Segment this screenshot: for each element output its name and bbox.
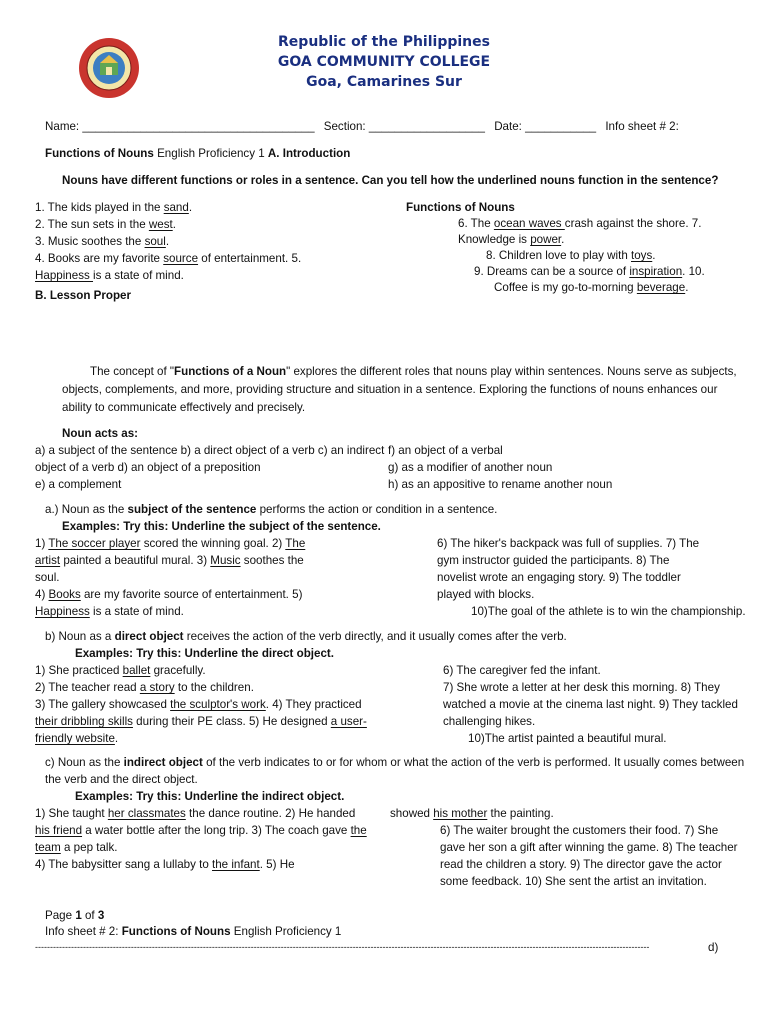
list-item: 1) The soccer player scored the winning goal. 2) The [35, 537, 306, 550]
part-a-right [437, 535, 746, 620]
list-item: 4. Books are my favorite source of entertainment. 5. [35, 252, 302, 265]
list-item: Happiness is a state of mind. [35, 269, 184, 282]
list-item: Happiness is a state of mind. [35, 605, 184, 618]
list-item: 6. The ocean waves crash against the shore. 7. [458, 217, 702, 230]
acts-right-list [388, 442, 612, 493]
part-a-left [35, 535, 305, 620]
section-label: Section: [323, 120, 366, 133]
list-item: 1. The kids played in the sand. [35, 201, 193, 214]
list-item: Knowledge is power. [458, 233, 565, 246]
list-item: friendly website. [35, 732, 119, 745]
list-item: 6) The waiter brought the customers their food. 7) She [440, 824, 719, 837]
list-item: 10)The goal of the athlete is to win the championship. [471, 605, 746, 618]
header-college: GOA COMMUNITY COLLEGE [277, 54, 491, 70]
intro-left-list [35, 199, 301, 284]
list-item: 1) She practiced ballet gracefully. [35, 664, 206, 677]
list-item: played with blocks. [437, 588, 535, 601]
intro-question: Nouns have different functions or roles in a sentence. Can you tell how the underlined nouns function in the sentence? [62, 174, 719, 187]
part-a-definition: a.) Noun as the subject of the sentence performs the action or condition in a sentence. [45, 503, 498, 516]
form-line [45, 118, 679, 135]
list-item: 8. Children love to play with toys. [486, 249, 656, 262]
list-item: team a pep talk. [35, 841, 118, 854]
list-item: soul. [35, 571, 60, 584]
list-item: 7) She wrote a letter at her desk this morning. 8) They [443, 681, 720, 694]
list-item: gym instructor guided the participants. 8) The [437, 554, 670, 567]
list-item: 4) Books are my favorite source of entertainment. 5) [35, 588, 303, 601]
list-item: h) as an appositive to rename another noun [388, 478, 613, 491]
list-item: 2) The teacher read a story to the children. [35, 681, 254, 694]
intro-right-heading: Functions of Nouns [406, 201, 515, 214]
list-item: 3. Music soothes the soul. [35, 235, 170, 248]
list-item: challenging hikes. [443, 715, 536, 728]
list-item: watched a movie at the cinema last night. 9) They tackled [443, 698, 738, 711]
list-item: 9. Dreams can be a source of inspiration. 10. [474, 265, 705, 278]
list-item: some feedback. 10) She sent the artist an invitation. [440, 875, 707, 888]
noun-acts-heading: Noun acts as: [62, 427, 139, 440]
list-item: novelist wrote an engaging story. 9) The toddler [437, 571, 681, 584]
list-item: his friend a water bottle after the long trip. 3) The coach gave the [35, 824, 367, 837]
section-field[interactable]: __________________ [368, 120, 485, 133]
section-a-heading: A. Introduction [267, 147, 351, 160]
header-location: Goa, Camarines Sur [306, 74, 462, 90]
list-item: read the children a story. 9) The director gave the actor [440, 858, 722, 871]
part-c-left [35, 805, 367, 873]
list-item: 4) The babysitter sang a lullaby to the infant. 5) He [35, 858, 295, 871]
acts-left-list [35, 442, 384, 493]
footer-info-sheet: Info sheet # 2: Functions of Nouns English Proficiency 1 [45, 925, 342, 938]
part-c-definition-cont: the verb and the direct object. [45, 773, 198, 786]
list-item: e) a complement [35, 478, 122, 491]
list-item: 10)The artist painted a beautiful mural. [468, 732, 667, 745]
part-b-definition: b) Noun as a direct object receives the action of the verb directly, and it usually comes after the verb. [45, 630, 567, 643]
name-field[interactable]: ____________________________________ [82, 120, 315, 133]
list-item: a) a subject of the sentence b) a direct object of a verb c) an indirect [35, 444, 385, 457]
date-field[interactable]: ___________ [525, 120, 597, 133]
part-b-examples-heading: Examples: Try this: Underline the direct object. [75, 647, 334, 660]
header-republic: Republic of the Philippines [278, 34, 490, 50]
section-b-heading: B. Lesson Proper [35, 289, 131, 302]
list-item: 3) The gallery showcased the sculptor's work. 4) They practiced [35, 698, 362, 711]
part-c-mid: showed his mother the painting. [390, 807, 554, 820]
part-c-examples-heading: Examples: Try this: Underline the indirect object. [75, 790, 345, 803]
part-c-right [440, 822, 738, 890]
name-label: Name: [45, 120, 80, 133]
list-item: object of a verb d) an object of a preposition [35, 461, 261, 474]
info-sheet-label: Info sheet # 2: [605, 120, 679, 133]
part-c-definition: c) Noun as the indirect object of the verb indicates to or for whom or what the action of the verb is performed. It usually comes between [45, 756, 745, 769]
list-item: 1) She taught her classmates the dance routine. 2) He handed [35, 807, 356, 820]
page-number: Page 1 of 3 [45, 909, 105, 922]
list-item: g) as a modifier of another noun [388, 461, 553, 474]
list-item: 2. The sun sets in the west. [35, 218, 176, 231]
footer-trail: d) [708, 941, 719, 954]
date-label: Date: [494, 120, 522, 133]
concept-paragraph: The concept of "Functions of a Noun" explores the different roles that nouns play within sentences. Nouns serve as subjects, objects, complements, and more, providing structure and situation in a sentence. Exploring the functions of nouns enhances our ability to communicate effectively and precisely. [62, 365, 737, 414]
footer-divider: ------------------------------------------------------------------------------------------------------------------------------------------------------------------------------------------------------------- [35, 942, 650, 952]
document-title: Functions of Nouns English Proficiency 1 A. Introduction [45, 147, 351, 160]
list-item: 6) The caregiver fed the infant. [443, 664, 601, 677]
list-item: artist painted a beautiful mural. 3) Music soothes the [35, 554, 304, 567]
list-item: f) an object of a verbal [388, 444, 503, 457]
list-item: gave her son a gift after winning the game. 8) The teacher [440, 841, 738, 854]
list-item: 6) The hiker's backpack was full of supplies. 7) The [437, 537, 700, 550]
part-b-left [35, 662, 367, 747]
list-item: their dribbling skills during their PE class. 5) He designed a user- [35, 715, 367, 728]
part-b-right [443, 662, 738, 747]
part-a-examples-heading: Examples: Try this: Underline the subject of the sentence. [62, 520, 381, 533]
list-item: Coffee is my go-to-morning beverage. [494, 281, 689, 294]
